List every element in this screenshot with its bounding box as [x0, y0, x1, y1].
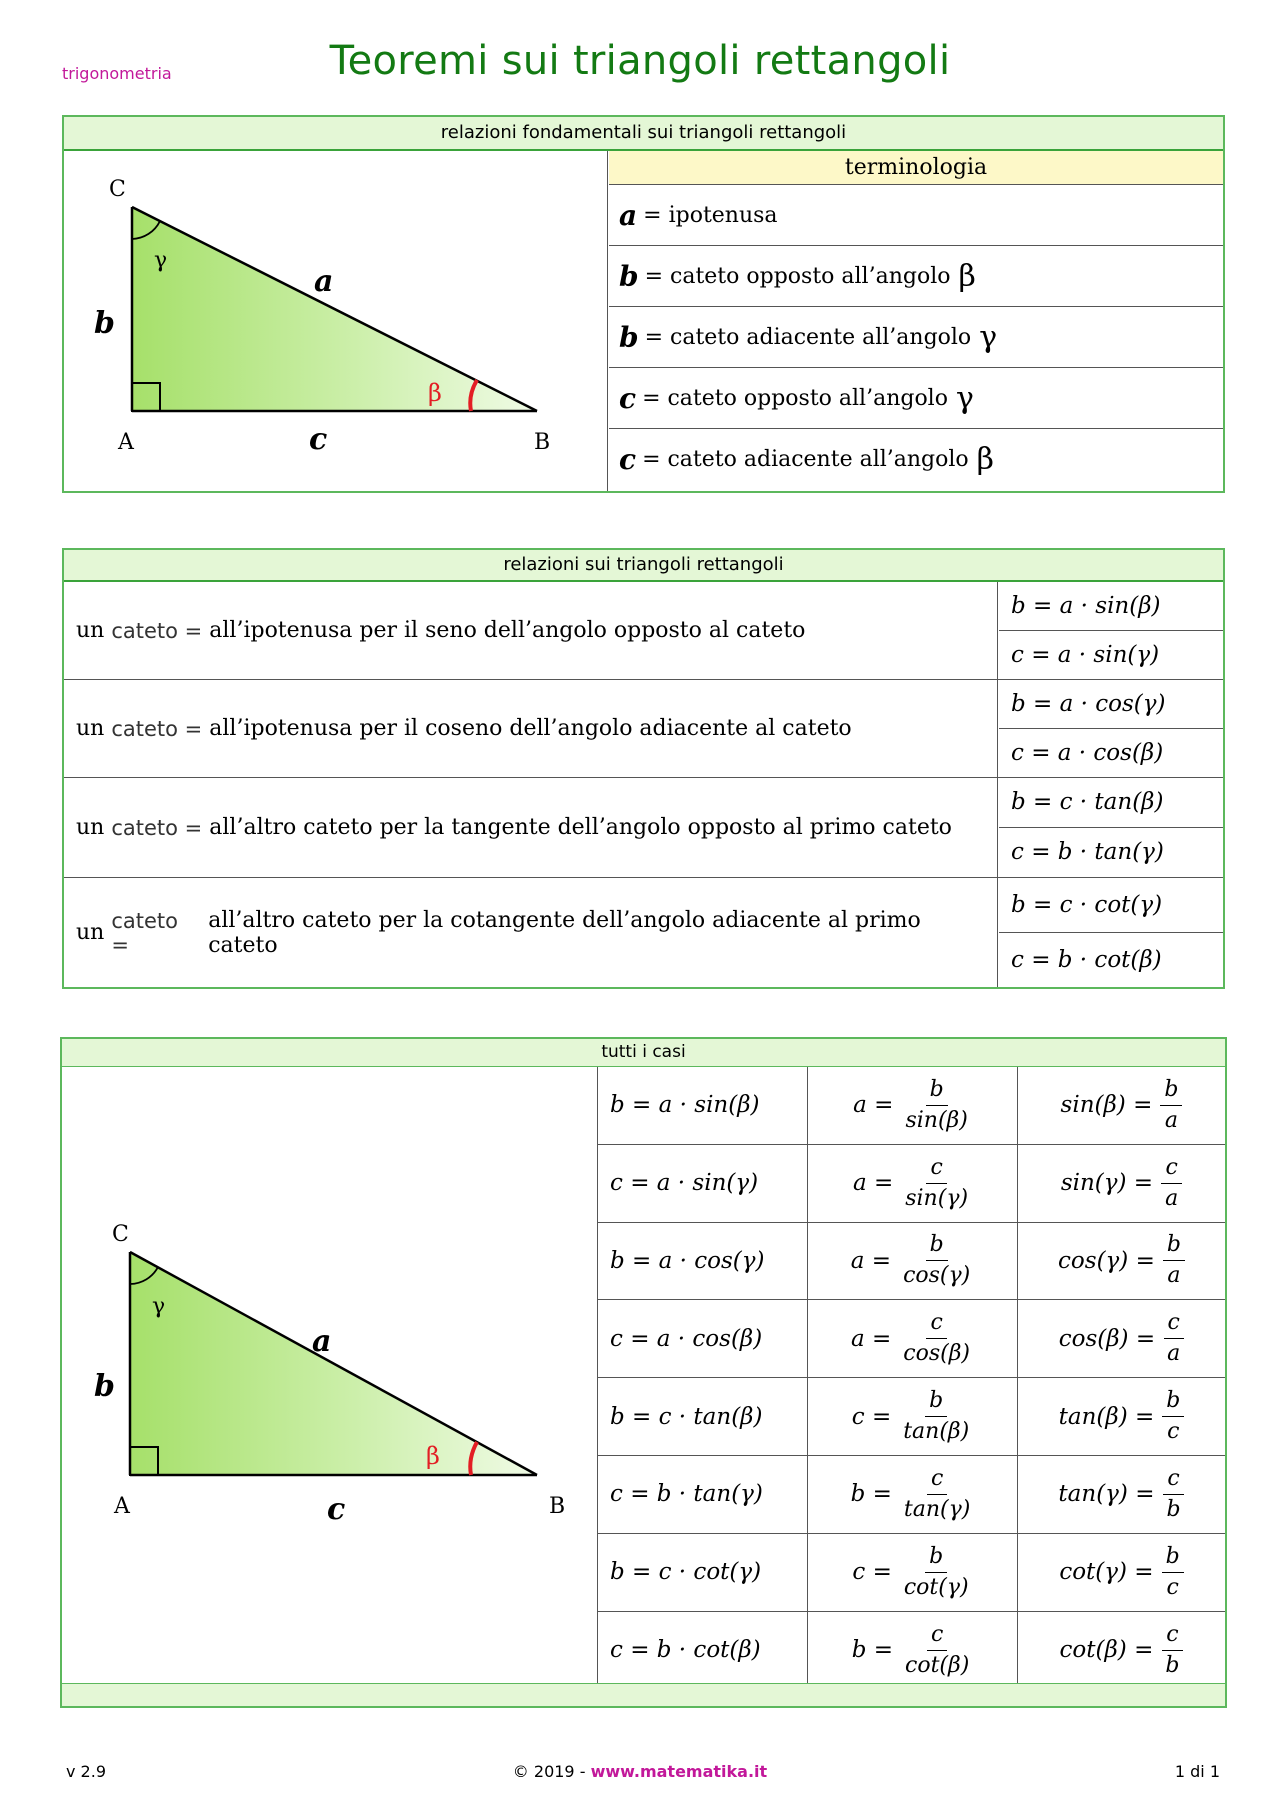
case-row [598, 1300, 1225, 1378]
side-b-label: b [94, 306, 115, 341]
relation-cateto: cateto = [111, 716, 203, 741]
side-c-label: c [327, 1492, 346, 1527]
fraction-denominator: tan(γ) [903, 1496, 971, 1522]
column-divider [997, 878, 998, 987]
case-ratio [1018, 1456, 1225, 1533]
copyright-line [0, 1762, 1280, 1781]
relation-cateto: cateto = [111, 618, 203, 643]
ratio-lhs: sin(γ) = [1060, 1170, 1154, 1197]
relation-formula: b = a · sin(β) [999, 582, 1223, 631]
inverse-lhs: a = [853, 1092, 894, 1119]
relation-text [76, 680, 988, 777]
term-text: = cateto adiacente all’angolo [642, 447, 969, 472]
fraction [1162, 1466, 1184, 1523]
case-ratio [1018, 1067, 1225, 1144]
inverse-lhs: c = [851, 1403, 892, 1430]
fraction-numerator: c [927, 1466, 947, 1495]
ratio-lhs: cos(γ) = [1058, 1247, 1155, 1274]
terminology-row [609, 307, 1223, 368]
terminology-row [609, 185, 1223, 246]
fraction-denominator: cot(γ) [903, 1574, 969, 1600]
vertex-a-label: A [118, 430, 134, 455]
terminology-row [609, 368, 1223, 429]
site-link[interactable]: www.matematika.it [590, 1762, 768, 1781]
term-symbol: a [619, 198, 638, 232]
term-symbol: c [619, 381, 637, 415]
case-inverse [808, 1456, 1018, 1533]
fraction [901, 1077, 971, 1134]
case-inverse [808, 1145, 1018, 1222]
case-row [598, 1223, 1225, 1301]
fraction-numerator: c [927, 1622, 947, 1651]
case-inverse [808, 1534, 1018, 1611]
fraction [899, 1232, 974, 1289]
fraction-denominator: a [1167, 1263, 1181, 1289]
term-angle: β [976, 442, 995, 477]
case-formula: b = c · cot(γ) [598, 1534, 808, 1611]
fraction-numerator: c [1161, 1155, 1181, 1184]
relation-formula: c = a · cos(β) [1011, 739, 1164, 766]
case-ratio [1018, 1300, 1225, 1377]
term-text: = cateto adiacente all’angolo [644, 324, 972, 350]
terminology-row [609, 429, 1223, 490]
term-angle: γ [979, 319, 998, 355]
case-ratio [1018, 1378, 1225, 1455]
fraction [1160, 1077, 1182, 1134]
case-row [598, 1534, 1225, 1612]
column-divider [997, 778, 998, 877]
side-a-label: a [314, 264, 334, 299]
fraction-numerator: b [926, 1077, 948, 1106]
vertex-c-label: C [109, 177, 126, 202]
relation-formula: b = a · cos(γ) [999, 680, 1223, 729]
case-row [598, 1378, 1225, 1456]
case-ratio [1018, 1145, 1225, 1222]
side-b-label: b [94, 1369, 115, 1404]
copyright-text: © 2019 - [512, 1762, 586, 1781]
all-cases-panel [60, 1037, 1227, 1708]
fraction-numerator: c [1164, 1310, 1184, 1339]
fraction [899, 1388, 973, 1445]
relation-formula: c = a · sin(γ) [1011, 641, 1160, 668]
fraction-numerator: c [926, 1155, 946, 1184]
fraction [1161, 1155, 1182, 1212]
fraction-denominator: a [1164, 1107, 1178, 1133]
section-heading: tutti i casi [62, 1039, 1225, 1067]
relation-lead: un [76, 716, 105, 741]
relation-formula: b = c · cot(γ) [999, 878, 1223, 933]
side-c-label: c [309, 422, 328, 457]
fraction-denominator: cos(γ) [903, 1263, 971, 1289]
inverse-lhs: a = [850, 1325, 892, 1352]
case-inverse [808, 1067, 1018, 1144]
fraction [901, 1622, 973, 1679]
vertex-a-label: A [114, 1494, 130, 1519]
column-divider [607, 151, 608, 491]
terminology-heading: terminologia [609, 151, 1223, 185]
relation-formula: c = b · tan(γ) [1011, 839, 1164, 866]
case-formula: c = a · sin(γ) [598, 1145, 808, 1222]
ratio-lhs: cos(β) = [1058, 1325, 1156, 1352]
term-symbol: b [619, 320, 639, 354]
side-a-label: a [312, 1324, 332, 1359]
ratio-lhs: sin(β) = [1060, 1092, 1153, 1119]
relation-row [64, 778, 1223, 878]
page-number: 1 di 1 [1174, 1762, 1220, 1781]
case-formula: c = b · cot(β) [598, 1612, 808, 1690]
fraction-denominator: tan(β) [903, 1419, 970, 1445]
gamma-label: γ [154, 248, 168, 273]
relation-row [64, 878, 1223, 987]
case-inverse [808, 1300, 1018, 1377]
case-inverse [808, 1223, 1018, 1300]
vertex-b-label: B [534, 430, 551, 455]
fraction-numerator: b [926, 1232, 948, 1261]
term-symbol: c [619, 443, 637, 476]
case-ratio [1018, 1534, 1225, 1611]
case-row [598, 1456, 1225, 1534]
relation-desc: all’altro cateto per la tangente dell’angolo opposto al primo cateto [209, 815, 952, 840]
fraction-numerator: c [1163, 1466, 1183, 1495]
fraction-denominator: a [1167, 1341, 1181, 1367]
case-row [598, 1612, 1225, 1690]
fraction-denominator: cos(β) [903, 1341, 971, 1367]
case-row [598, 1145, 1225, 1223]
ratio-lhs: cot(γ) = [1059, 1559, 1154, 1586]
beta-label: β [428, 379, 442, 407]
ratio-lhs: tan(γ) = [1058, 1481, 1155, 1508]
beta-label: β [426, 1442, 440, 1470]
fraction [1163, 1232, 1185, 1289]
case-inverse [808, 1378, 1018, 1455]
relation-text [76, 878, 988, 987]
fraction-denominator: c [1166, 1574, 1179, 1600]
inverse-lhs: a = [852, 1170, 894, 1197]
fraction [1163, 1310, 1184, 1367]
fraction-denominator: c [1167, 1419, 1180, 1445]
relation-row [64, 680, 1223, 778]
terminology-row [609, 246, 1223, 307]
fraction-denominator: sin(γ) [905, 1185, 969, 1211]
fraction-numerator: c [926, 1310, 946, 1339]
relation-formula: c = b · cot(β) [1011, 946, 1162, 973]
fraction-numerator: c [1162, 1622, 1182, 1651]
fraction [1161, 1622, 1183, 1679]
term-symbol: b [619, 259, 639, 293]
fraction-denominator: b [1166, 1496, 1181, 1522]
relation-lead: un [76, 920, 105, 945]
term-text: = ipotenusa [643, 202, 778, 228]
column-divider [997, 582, 998, 679]
case-formula: c = a · cos(β) [598, 1300, 808, 1377]
case-formula: c = b · tan(γ) [598, 1456, 808, 1533]
fraction-denominator: sin(β) [905, 1107, 968, 1133]
inverse-lhs: a = [850, 1247, 892, 1274]
relation-text [76, 582, 988, 679]
relation-lead: un [76, 815, 105, 840]
relation-cateto: cateto = [111, 908, 178, 957]
gamma-label: γ [152, 1294, 166, 1319]
fraction-numerator: b [1163, 1232, 1185, 1261]
inverse-lhs: c = [852, 1559, 892, 1586]
fraction [1162, 1388, 1184, 1445]
relation-lead: un [76, 618, 105, 643]
term-text: = cateto opposto all’angolo [644, 263, 951, 289]
case-row [598, 1067, 1225, 1145]
relation-formula: b = c · tan(β) [999, 778, 1223, 828]
case-inverse [808, 1612, 1018, 1690]
fraction-numerator: b [925, 1388, 947, 1417]
right-triangle-diagram [62, 1189, 592, 1569]
fraction [899, 1310, 974, 1367]
fraction-denominator: b [1165, 1652, 1180, 1678]
term-angle: γ [955, 380, 974, 416]
inverse-lhs: b = [850, 1481, 892, 1508]
case-formula: b = c · tan(β) [598, 1378, 808, 1455]
fraction-numerator: b [925, 1544, 947, 1573]
cases-table [597, 1067, 1225, 1684]
subject-label: trigonometria [62, 64, 172, 83]
case-formula: b = a · sin(β) [598, 1067, 808, 1144]
case-ratio [1018, 1223, 1225, 1300]
fraction-denominator: cot(β) [905, 1652, 970, 1678]
fraction-numerator: b [1160, 1077, 1182, 1106]
section-heading: relazioni fondamentali sui triangoli rettangoli [64, 117, 1223, 151]
fundamental-relations-panel [62, 115, 1225, 493]
vertex-b-label: B [549, 1494, 566, 1519]
inverse-lhs: b = [851, 1637, 893, 1664]
fraction [1162, 1544, 1184, 1601]
relation-cateto: cateto = [111, 815, 203, 840]
column-divider [997, 680, 998, 777]
fraction-numerator: b [1162, 1544, 1184, 1573]
relation-row [64, 582, 1223, 680]
fraction [900, 1466, 974, 1523]
right-triangle-diagram [64, 151, 604, 491]
panel-footer-strip [62, 1683, 1225, 1706]
term-text: = cateto opposto all’angolo [642, 385, 948, 411]
vertex-c-label: C [112, 1222, 129, 1247]
relation-desc: all’altro cateto per la cotangente dell’angolo adiacente al primo cateto [208, 907, 921, 958]
fraction-numerator: b [1162, 1388, 1184, 1417]
version-label: v 2.9 [66, 1762, 106, 1781]
case-ratio [1018, 1612, 1225, 1690]
relation-desc: all’ipotenusa per il coseno dell’angolo adiacente al cateto [209, 716, 852, 741]
page-title: Teoremi sui triangoli rettangoli [329, 38, 951, 84]
fraction [900, 1544, 973, 1601]
ratio-lhs: cot(β) = [1059, 1637, 1154, 1664]
fraction-denominator: a [1165, 1185, 1179, 1211]
section-heading: relazioni sui triangoli rettangoli [64, 550, 1223, 582]
ratio-lhs: tan(β) = [1058, 1403, 1155, 1430]
fraction [901, 1155, 972, 1212]
terminology-table [609, 151, 1223, 491]
relation-desc: all’ipotenusa per il seno dell’angolo opposto al cateto [209, 618, 806, 643]
relation-text [76, 778, 988, 877]
case-formula: b = a · cos(γ) [598, 1223, 808, 1300]
term-angle: β [958, 258, 976, 294]
relations-panel [62, 548, 1225, 989]
